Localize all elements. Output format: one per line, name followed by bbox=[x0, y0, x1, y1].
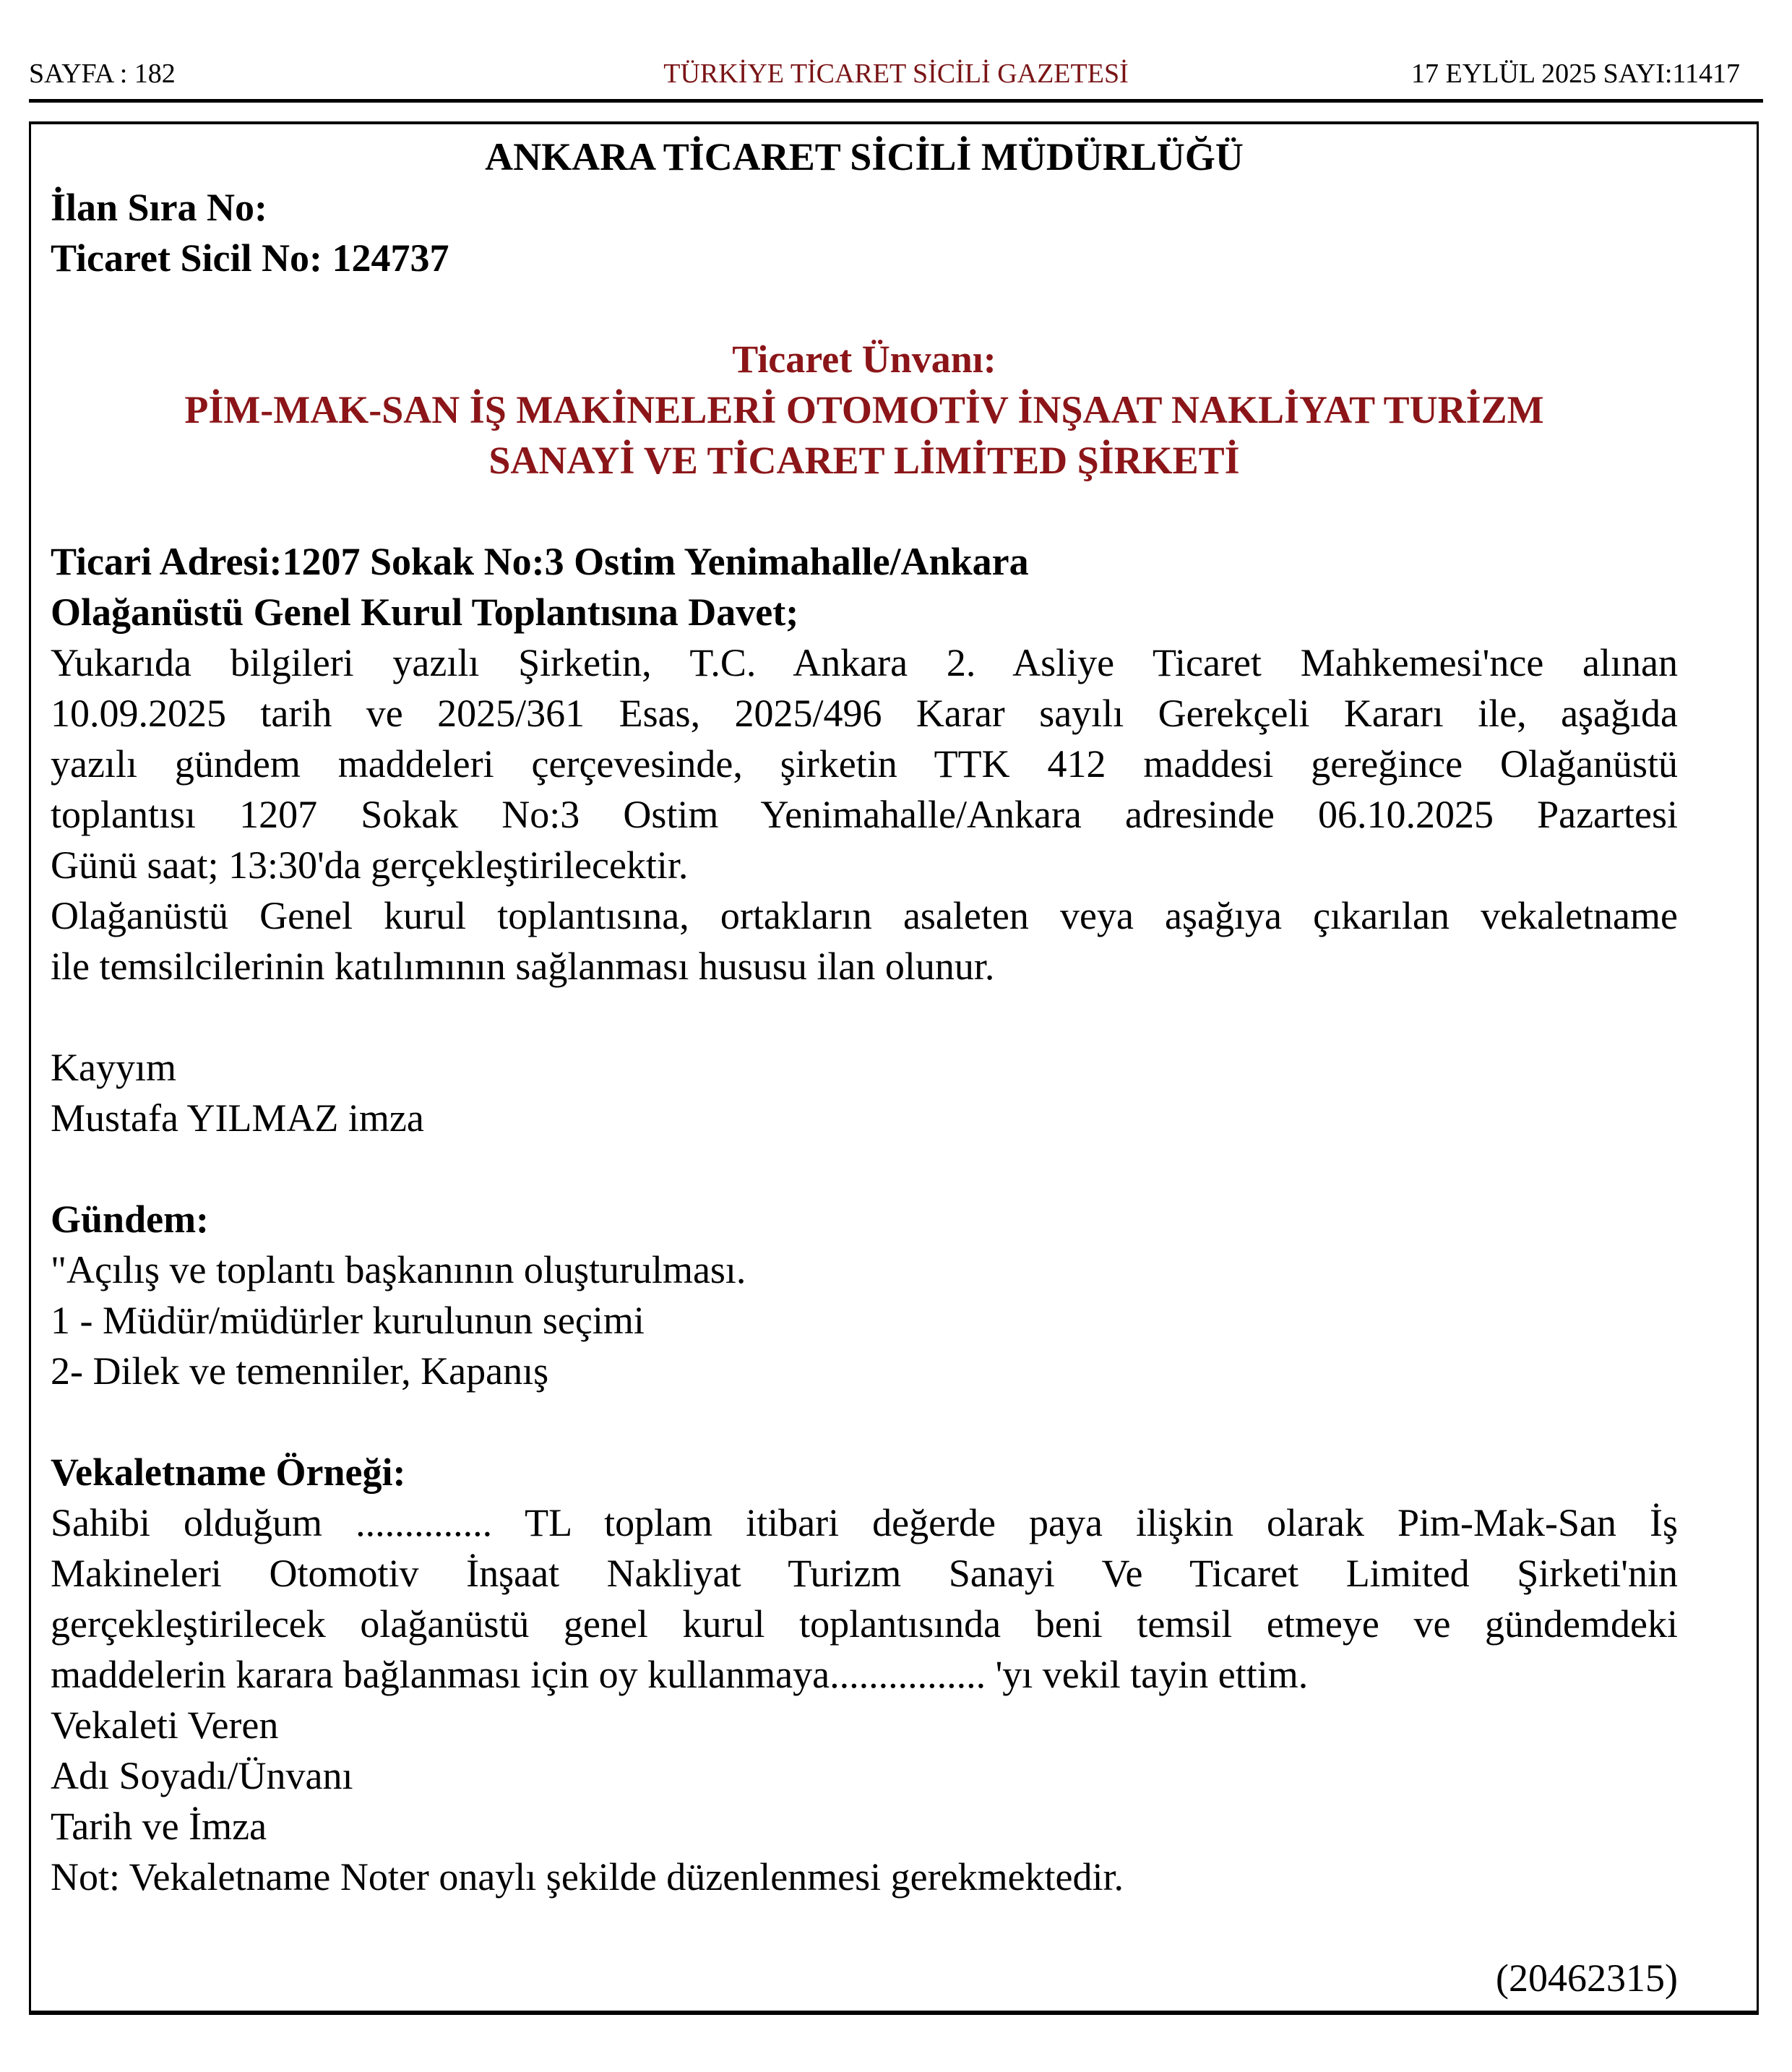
reference-number: (20462315) bbox=[1496, 1956, 1678, 2000]
agenda-item: "Açılış ve toplantı başkanının oluşturulması. bbox=[51, 1248, 746, 1291]
proxy-line: Sahibi olduğum .............. TL toplam itibari değerde paya ilişkin olarak Pim-Mak-San İş bbox=[51, 1501, 1678, 1544]
proxy-field: Tarih ve İmza bbox=[51, 1805, 267, 1848]
proxy-heading: Vekaletname Örneği: bbox=[51, 1450, 406, 1494]
proxy-line: maddelerin karara bağlanması için oy kullanmaya................ 'yı vekil tayin ettim. bbox=[51, 1653, 1309, 1696]
paragraph-line: toplantısı 1207 Sokak No:3 Ostim Yenimahalle/Ankara adresinde 06.10.2025 Pazartesi bbox=[51, 793, 1678, 836]
signer-title: Kayyım bbox=[51, 1046, 176, 1089]
proxy-line: Makineleri Otomotiv İnşaat Nakliyat Turizm Sanayi Ve Ticaret Limited Şirketi'nin bbox=[51, 1552, 1678, 1595]
paragraph-line: Yukarıda bilgileri yazılı Şirketin, T.C. Ankara 2. Asliye Ticaret Mahkemesi'nce alınan bbox=[51, 641, 1678, 684]
paragraph-line: ile temsilcilerinin katılımının sağlanması hususu ilan olunur. bbox=[51, 945, 995, 988]
signer-name: Mustafa YILMAZ imza bbox=[51, 1096, 424, 1140]
unvan-label: Ticaret Ünvanı: bbox=[732, 338, 996, 381]
agenda-heading: Gündem: bbox=[51, 1198, 210, 1241]
address: Ticari Adresi:1207 Sokak No:3 Ostim Yenimahalle/Ankara bbox=[51, 540, 1029, 583]
company-name-line: SANAYİ VE TİCARET LİMİTED ŞİRKETİ bbox=[488, 439, 1240, 482]
gazette-title: TÜRKİYE TİCARET SİCİLİ GAZETESİ bbox=[663, 59, 1129, 89]
paragraph-line: yazılı gündem maddeleri çerçevesinde, şirketin TTK 412 maddesi gereğince Olağanüstü bbox=[51, 742, 1678, 786]
ilan-sira-no: İlan Sıra No: bbox=[51, 186, 268, 229]
paragraph-line: Günü saat; 13:30'da gerçekleştirilecektir. bbox=[51, 843, 689, 887]
agenda-item: 1 - Müdür/müdürler kurulunun seçimi bbox=[51, 1299, 645, 1342]
notice-body bbox=[51, 132, 1678, 2003]
proxy-note: Not: Vekaletname Noter onaylı şekilde düzenlenmesi gerekmektedir. bbox=[51, 1855, 1124, 1899]
proxy-line: gerçekleştirilecek olağanüstü genel kurul toplantısında beni temsil etmeye ve gündemdeki bbox=[51, 1602, 1678, 1646]
sicil-no: Ticaret Sicil No: 124737 bbox=[51, 236, 449, 280]
header-rule bbox=[29, 99, 1763, 103]
company-name-line: PİM-MAK-SAN İŞ MAKİNELERİ OTOMOTİV İNŞAAT NAKLİYAT TURİZM bbox=[184, 388, 1544, 431]
invite-heading: Olağanüstü Genel Kurul Toplantısına Davet; bbox=[51, 590, 799, 634]
proxy-field: Vekaleti Veren bbox=[51, 1703, 279, 1747]
paragraph-line: 10.09.2025 tarih ve 2025/361 Esas, 2025/496 Karar sayılı Gerekçeli Kararı ile, aşağıda bbox=[51, 692, 1678, 735]
agenda-item: 2- Dilek ve temenniler, Kapanış bbox=[51, 1349, 549, 1393]
paragraph-line: Olağanüstü Genel kurul toplantısına, ortakların asaleten veya aşağıya çıkarılan vekaletname bbox=[51, 894, 1678, 937]
page-number: SAYFA : 182 bbox=[29, 59, 176, 89]
proxy-field: Adı Soyadı/Ünvanı bbox=[51, 1754, 353, 1797]
issue-date: 17 EYLÜL 2025 SAYI:11417 bbox=[1411, 59, 1740, 89]
office-title: ANKARA TİCARET SİCİLİ MÜDÜRLÜĞÜ bbox=[485, 135, 1244, 179]
